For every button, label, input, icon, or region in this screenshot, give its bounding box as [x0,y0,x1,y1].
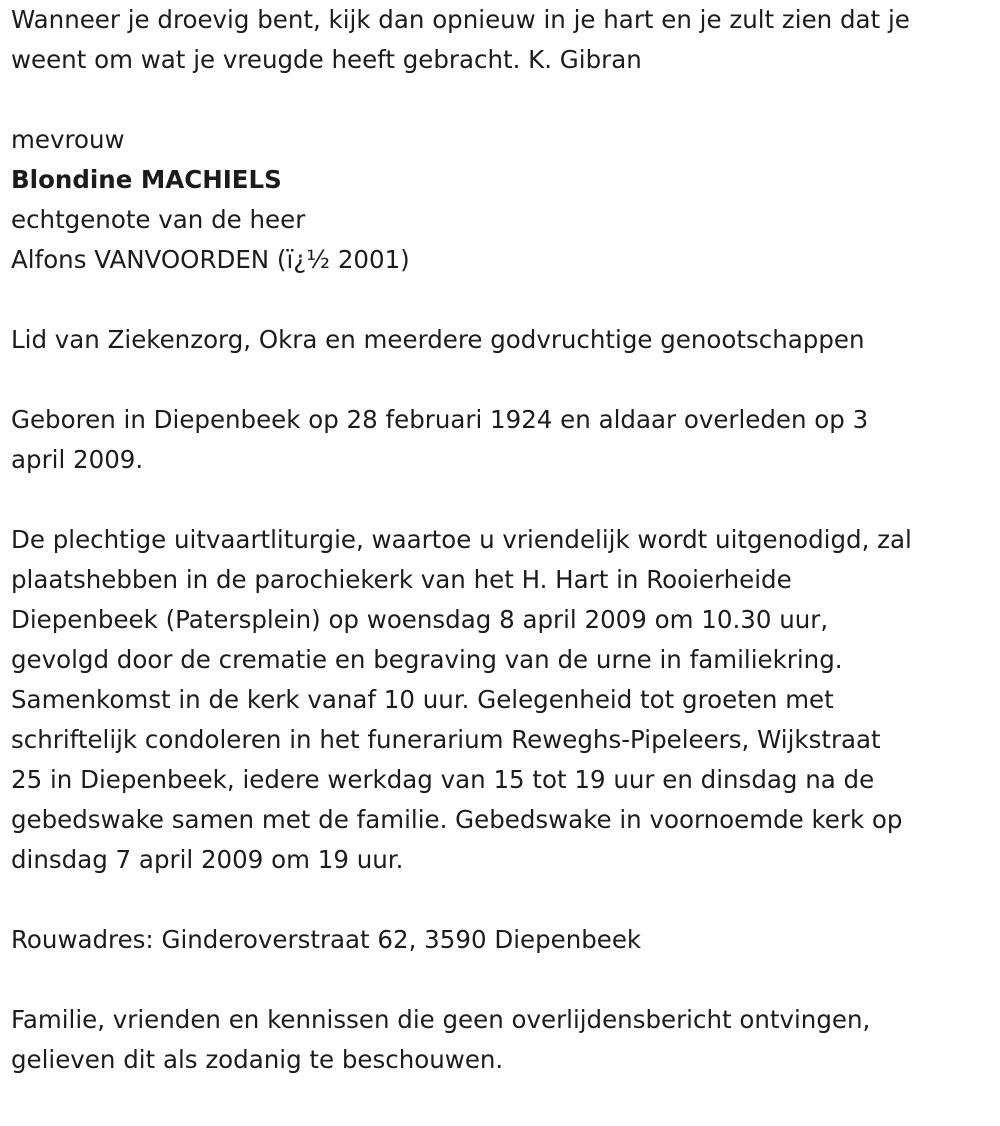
funeral-line: schriftelijk condoleren in het funerarium Reweghs-Pipeleers, Wijkstraat [11,725,881,754]
spacer [11,960,996,1000]
spacer [11,360,996,400]
birth-death-line: Geboren in Diepenbeek op 28 februari 1924 en aldaar overleden op 3 [11,405,869,434]
quote-section [11,0,996,80]
address-section [11,920,996,960]
deceased-relation: echtgenote van de heer [11,205,306,234]
closing-line: Familie, vrienden en kennissen die geen overlijdensbericht ontvingen, [11,1005,871,1034]
membership-text: Lid van Ziekenzorg, Okra en meerdere godvruchtige genootschappen [11,325,865,354]
funeral-line: Diepenbeek (Patersplein) op woensdag 8 april 2009 om 10.30 uur, [11,605,829,634]
funeral-line: De plechtige uitvaartliturgie, waartoe u vriendelijk wordt uitgenodigd, zal [11,525,912,554]
spacer [11,280,996,320]
closing-section [11,1000,996,1080]
funeral-line: dinsdag 7 april 2009 om 19 uur. [11,845,404,874]
funeral-line: 25 in Diepenbeek, iedere werkdag van 15 tot 19 uur en dinsdag na de [11,765,875,794]
quote-line: Wanneer je droevig bent, kijk dan opnieuw in je hart en je zult zien dat je [11,5,910,34]
spacer [11,880,996,920]
closing-line: gelieven dit als zodanig te beschouwen. [11,1045,504,1074]
mourning-address: Rouwadres: Ginderoverstraat 62, 3590 Diepenbeek [11,925,642,954]
deceased-name: Blondine MACHIELS [11,165,282,194]
birth-death-line: april 2009. [11,445,144,474]
funeral-section [11,520,996,880]
membership-section [11,320,996,360]
deceased-section [11,120,996,280]
funeral-line: plaatshebben in de parochiekerk van het H. Hart in Rooierheide [11,565,792,594]
birth-death-section [11,400,996,480]
funeral-line: gebedswake samen met de familie. Gebedswake in voornoemde kerk op [11,805,903,834]
deceased-spouse: Alfons VANVOORDEN (ï¿½ 2001) [11,245,410,274]
spacer [11,80,996,120]
funeral-line: gevolgd door de crematie en begraving van de urne in familiekring. [11,645,843,674]
quote-line: weent om wat je vreugde heeft gebracht. K. Gibran [11,45,642,74]
spacer [11,480,996,520]
deceased-title: mevrouw [11,125,125,154]
obituary-document [11,0,996,1080]
funeral-line: Samenkomst in de kerk vanaf 10 uur. Gelegenheid tot groeten met [11,685,834,714]
